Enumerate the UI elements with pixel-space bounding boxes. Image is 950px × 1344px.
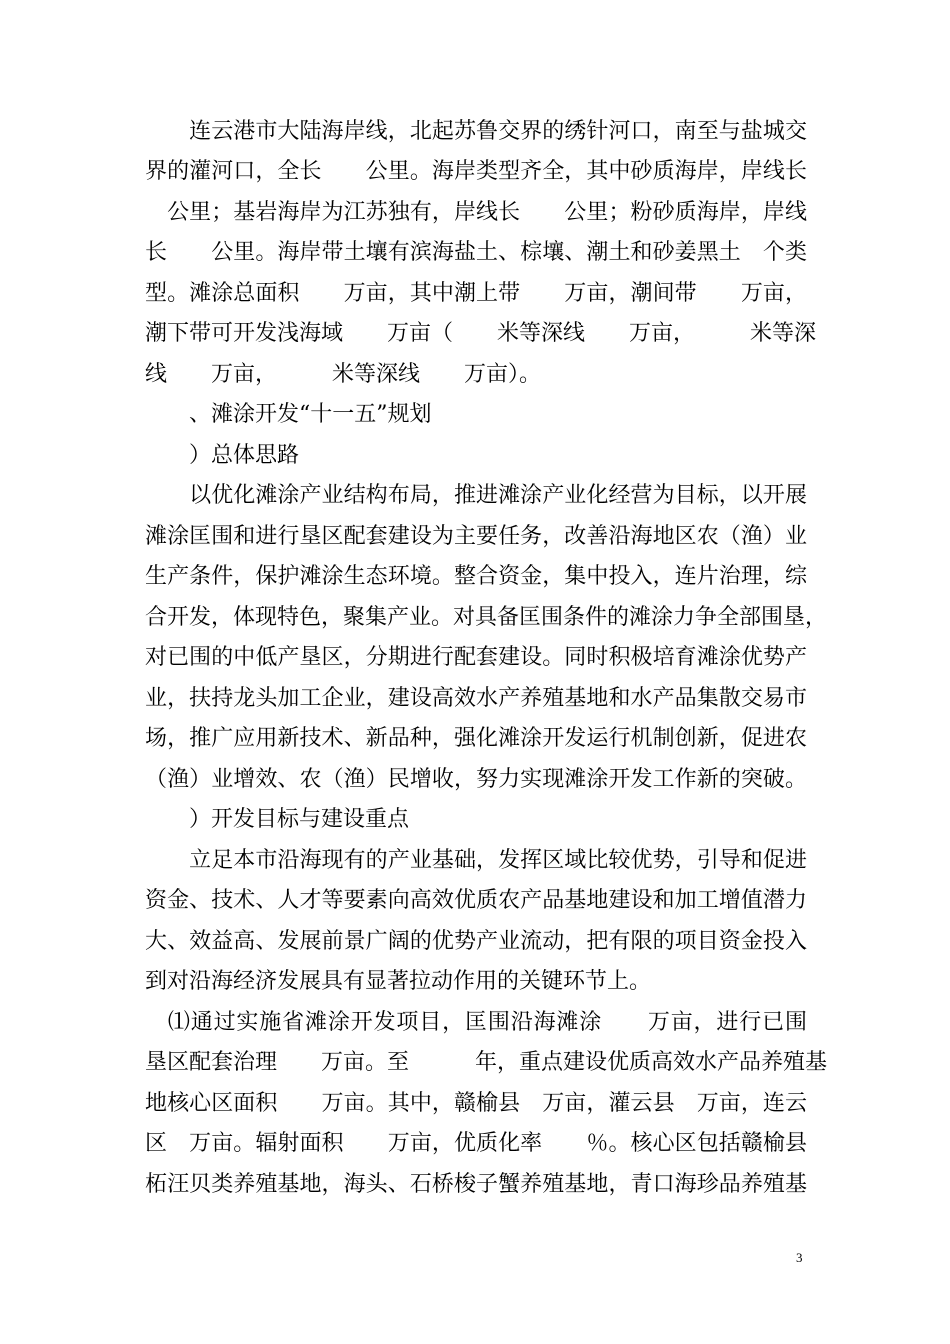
text-line: （渔）业增效、农（渔）民增收，努力实现滩涂开发工作新的突破。 [145, 767, 807, 792]
text-line: 连云港市大陆海岸线，北起苏鲁交界的绣针河口，南至与盐城交 [145, 119, 807, 144]
text-line: 型。滩涂总面积 万亩，其中潮上带 万亩，潮间带 万亩， [145, 281, 807, 306]
text-line: 生产条件，保护滩涂生态环境。整合资金，集中投入，连片治理，综 [145, 564, 807, 589]
text-line: 场，推广应用新技术、新品种，强化滩涂开发运行机制创新，促进农 [145, 726, 807, 751]
subsection-heading: ）开发目标与建设重点 [145, 807, 410, 832]
page-number: 3 [796, 1250, 803, 1265]
text-line: 地核心区面积 万亩。其中，赣榆县 万亩，灌云县 万亩，连云 [145, 1091, 807, 1116]
text-line: 立足本市沿海现有的产业基础，发挥区域比较优势，引导和促进 [145, 848, 807, 873]
subsection-heading: ）总体思路 [145, 443, 300, 468]
text-line: 到对沿海经济发展具有显著拉动作用的关键环节上。 [145, 969, 652, 994]
text-line: ⑴通过实施省滩涂开发项目，匡围沿海滩涂 万亩，进行已围 [145, 1010, 807, 1035]
text-line: 业，扶持龙头加工企业，建设高效水产养殖基地和水产品集散交易市 [145, 686, 807, 711]
text-line: 垦区配套治理 万亩。至 年，重点建设优质高效水产品养殖基 [145, 1050, 828, 1075]
text-line: 以优化滩涂产业结构布局，推进滩涂产业化经营为目标，以开展 [145, 483, 807, 508]
text-line: 公里；基岩海岸为江苏独有，岸线长 公里；粉砂质海岸，岸线 [145, 200, 807, 225]
section-heading: 、滩涂开发“十一五”规划 [145, 402, 432, 427]
text-line: 合开发，体现特色，聚集产业。对具备匡围条件的滩涂力争全部围垦， [145, 605, 828, 630]
text-line: 区 万亩。辐射面积 万亩，优质化率 ％。核心区包括赣榆县 [145, 1131, 807, 1156]
text-line: 滩涂匡围和进行垦区配套建设为主要任务，改善沿海地区农（渔）业 [145, 524, 807, 549]
text-line: 线 万亩， 米等深线 万亩）。 [145, 362, 542, 387]
text-line: 长 公里。海岸带土壤有滨海盐土、棕壤、潮土和砂姜黑土 个类 [145, 240, 807, 265]
text-line: 界的灌河口，全长 公里。海岸类型齐全，其中砂质海岸，岸线长 [145, 159, 807, 184]
text-line: 柘汪贝类养殖基地，海头、石桥梭子蟹养殖基地，青口海珍品养殖基 [145, 1172, 807, 1197]
text-line: 大、效益高、发展前景广阔的优势产业流动，把有限的项目资金投入 [145, 929, 807, 954]
text-line: 对已围的中低产垦区，分期进行配套建设。同时积极培育滩涂优势产 [145, 645, 807, 670]
text-line: 资金、技术、人才等要素向高效优质农产品基地建设和加工增值潜力 [145, 888, 807, 913]
text-line: 潮下带可开发浅海域 万亩（ 米等深线 万亩， 米等深 [145, 321, 817, 346]
